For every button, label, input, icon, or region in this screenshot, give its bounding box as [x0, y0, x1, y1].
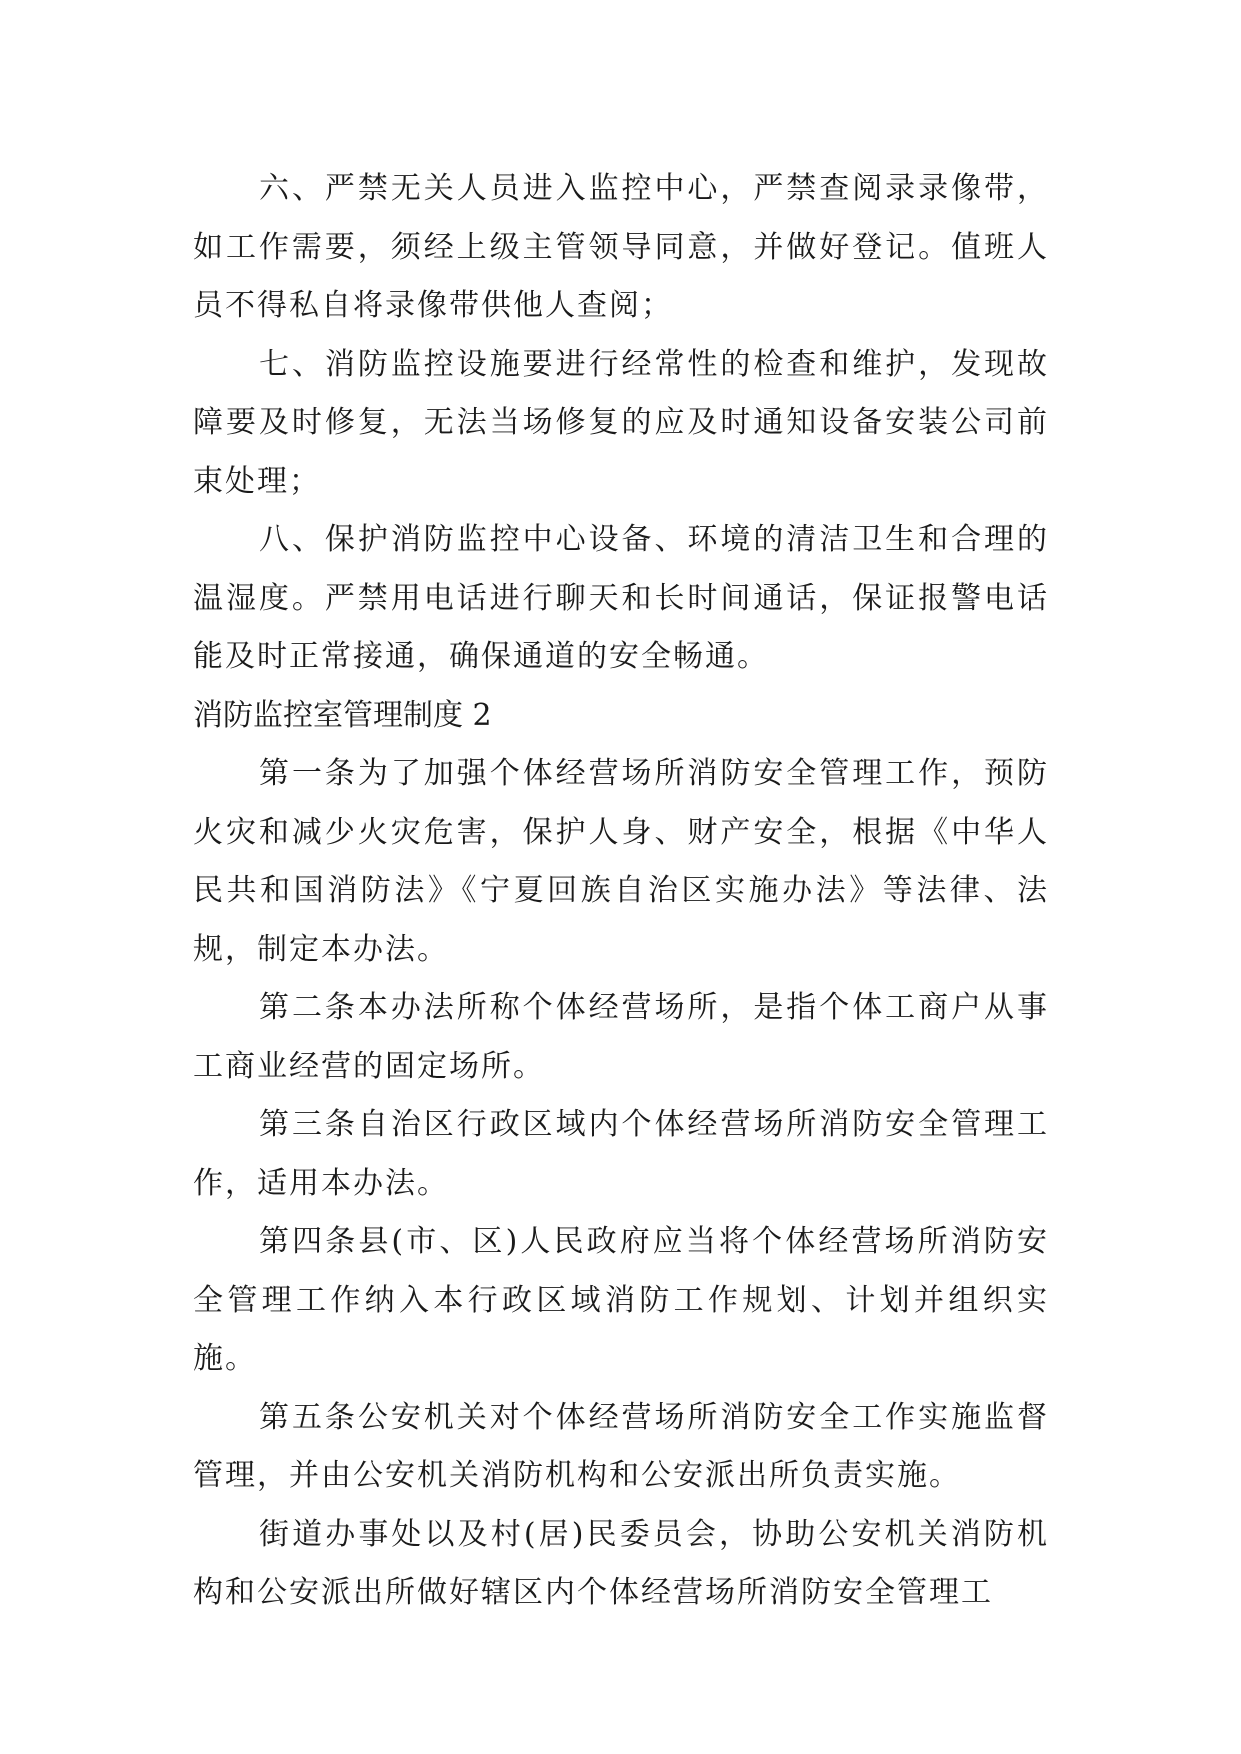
document-body [193, 160, 1049, 1623]
paragraph-rule-8: 八、保护消防监控中心设备、环境的清洁卫生和合理的温湿度。严禁用电话进行聊天和长时间通话，保证报警电话能及时正常接通，确保通道的安全畅通。 [193, 522, 1049, 674]
paragraph-article-2: 第二条本办法所称个体经营场所，是指个体工商户从事工商业经营的固定场所。 [193, 990, 1049, 1084]
paragraph-article-3: 第三条自治区行政区域内个体经营场所消防安全管理工作，适用本办法。 [193, 1107, 1049, 1201]
paragraph-rule-6: 六、严禁无关人员进入监控中心，严禁查阅录录像带，如工作需要，须经上级主管领导同意，并做好登记。值班人员不得私自将录像带供他人查阅； [193, 171, 1049, 323]
paragraph-rule-7: 七、消防监控设施要进行经常性的检查和维护，发现故障要及时修复，无法当场修复的应及时通知设备安装公司前束处理； [193, 346, 1049, 499]
paragraph-article-1: 第一条为了加强个体经营场所消防安全管理工作，预防火灾和减少火灾危害，保护人身、财产安全，根据《中华人民共和国消防法》《宁夏回族自治区实施办法》等法律、法规，制定本办法。 [193, 756, 1049, 967]
paragraph-article-5-cont: 街道办事处以及村(居)民委员会，协助公安机关消防机构和公安派出所做好辖区内个体经营场所消防安全管理工 [193, 1516, 1049, 1610]
paragraph-article-4: 第四条县(市、区)人民政府应当将个体经营场所消防安全管理工作纳入本行政区域消防工作规划、计划并组织实施。 [193, 1224, 1049, 1376]
paragraph-article-5: 第五条公安机关对个体经营场所消防安全工作实施监督管理，并由公安机关消防机构和公安派出所负责实施。 [193, 1399, 1049, 1493]
section-heading: 消防监控室管理制度 2 [193, 697, 492, 733]
